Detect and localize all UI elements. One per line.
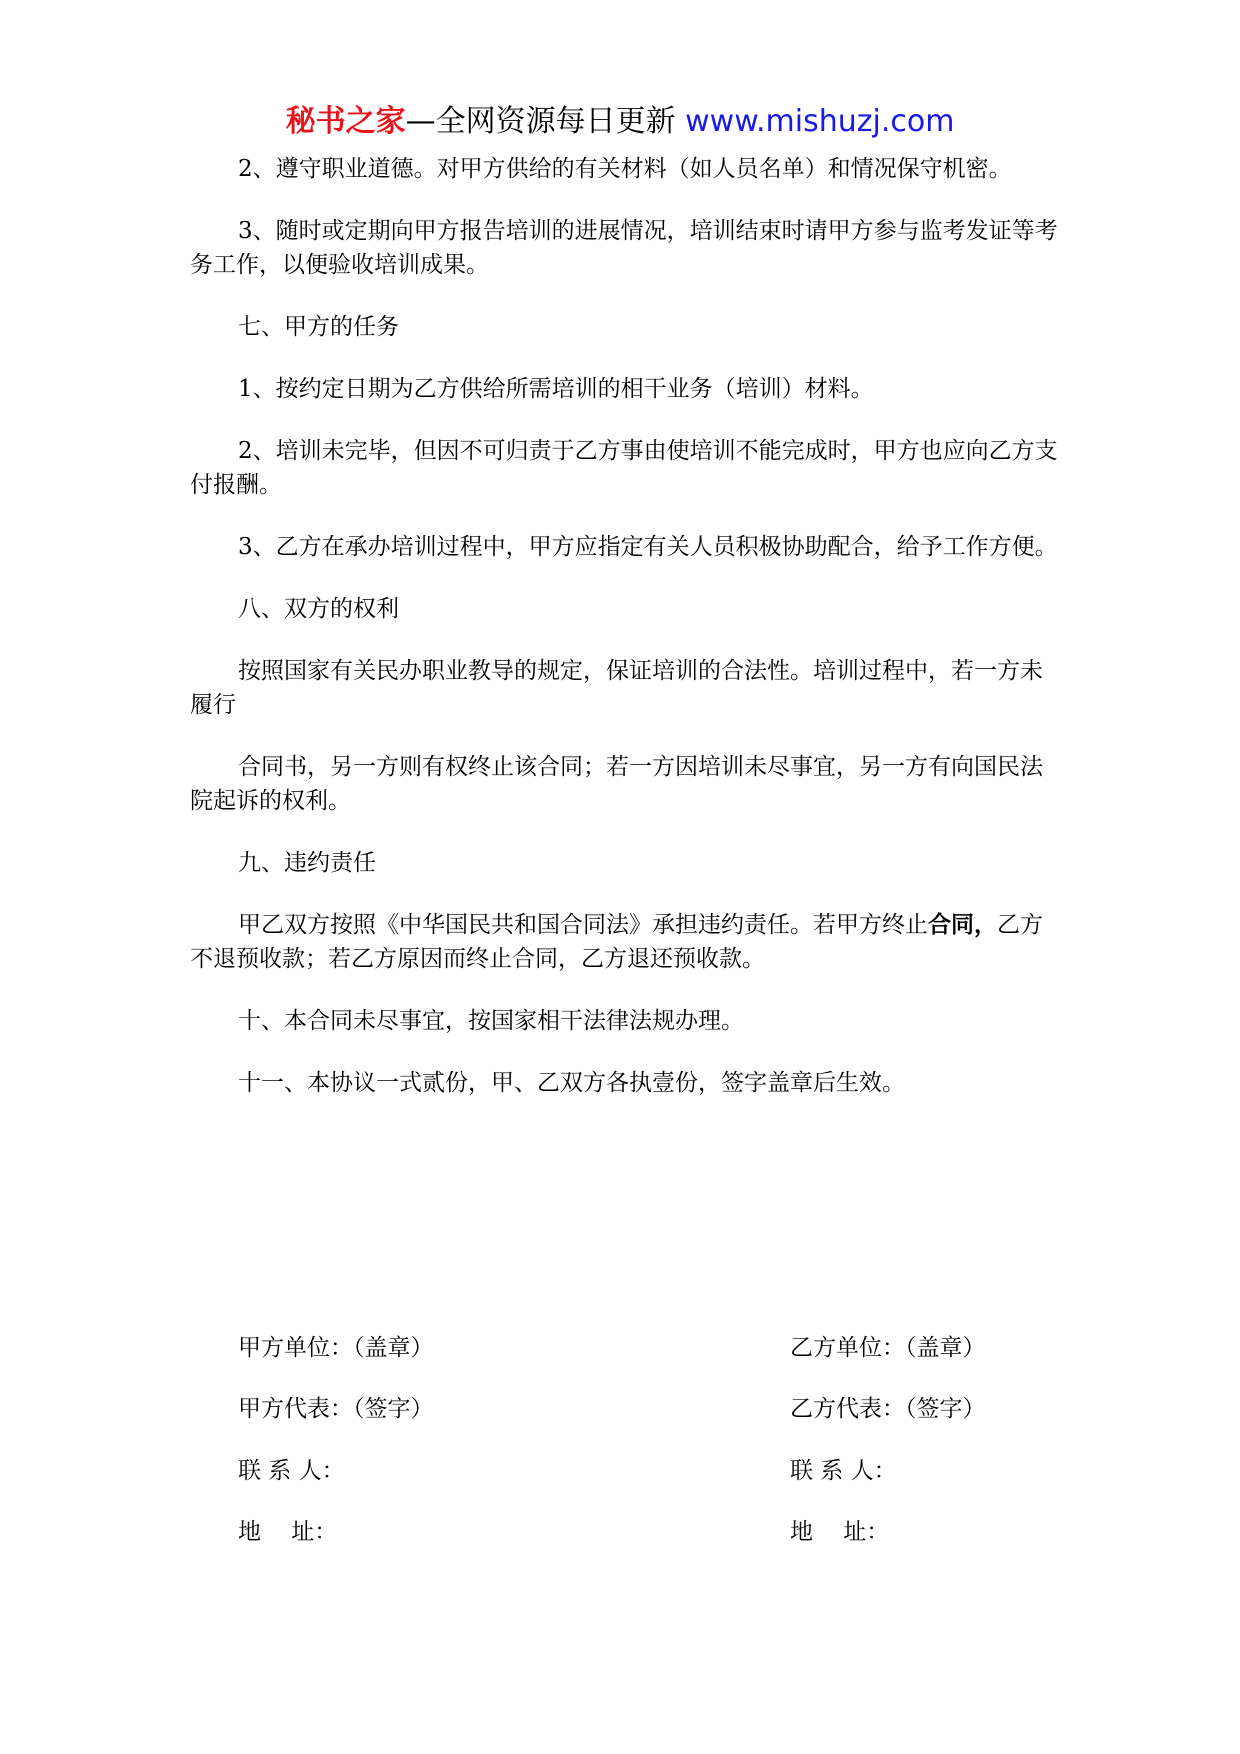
clause-7-item-2: 2、培训未完毕，但因不可归责于乙方事由使培训不能完成时，甲方也应向乙方支付报酬。 xyxy=(190,438,1058,498)
party-b-contact: 联 系 人： xyxy=(790,1458,897,1484)
section-heading-8: 八、双方的权利 xyxy=(238,596,399,622)
clause-7-item-3: 3、乙方在承办培训过程中，甲方应指定有关人员积极协助配合，给予工作方便。 xyxy=(238,534,1058,560)
site-url-link[interactable]: www.mishuzj.com xyxy=(685,104,955,139)
party-b-rep: 乙方代表：（签字） xyxy=(790,1396,986,1422)
section-heading-7: 七、甲方的任务 xyxy=(238,314,399,340)
clause-10: 十、本合同未尽事宜，按国家相干法律法规办理。 xyxy=(238,1008,744,1034)
clause-9-text-bold: 合同， xyxy=(928,912,997,938)
banner-slogan: —全网资源每日更新 xyxy=(405,104,676,139)
party-b-address: 地 址： xyxy=(790,1519,890,1545)
clause-6-item-3: 3、随时或定期向甲方报告培训的进展情况，培训结束时请甲方参与监考发证等考务工作，以便验收培训成果。 xyxy=(190,218,1058,278)
clause-7-item-1: 1、按约定日期为乙方供给所需培训的相干业务（培训）材料。 xyxy=(238,376,874,402)
clause-8-text-1: 按照国家有关民办职业教导的规定，保证培训的合法性。培训过程中，若一方未履行 xyxy=(190,658,1043,718)
party-a-unit: 甲方单位：（盖章） xyxy=(238,1335,434,1361)
clause-9-text xyxy=(190,908,1060,976)
clause-8-text-2: 合同书，另一方则有权终止该合同；若一方因培训未尽事宜，另一方有向国民法院起诉的权利。 xyxy=(190,754,1043,814)
party-a-contact: 联 系 人： xyxy=(238,1458,345,1484)
section-heading-9: 九、违约责任 xyxy=(238,850,376,876)
contract-body xyxy=(190,152,1060,1128)
party-b-unit: 乙方单位：（盖章） xyxy=(790,1335,986,1361)
site-banner xyxy=(0,102,1240,142)
clause-9-text-after: 乙方不退预收款；若乙方原因而终止合同，乙方退还预收款。 xyxy=(190,912,1043,972)
party-a-rep: 甲方代表：（签字） xyxy=(238,1396,434,1422)
clause-6-item-2: 2、遵守职业道德。对甲方供给的有关材料（如人员名单）和情况保守机密。 xyxy=(238,156,1012,182)
party-a-address: 地 址： xyxy=(238,1519,338,1545)
brand-name: 秘书之家 xyxy=(285,104,406,139)
clause-11: 十一、本协议一式贰份，甲、乙双方各执壹份，签字盖章后生效。 xyxy=(238,1070,905,1096)
clause-9-text-before: 甲乙双方按照《中华国民共和国合同法》承担违约责任。若甲方终止 xyxy=(238,912,928,938)
